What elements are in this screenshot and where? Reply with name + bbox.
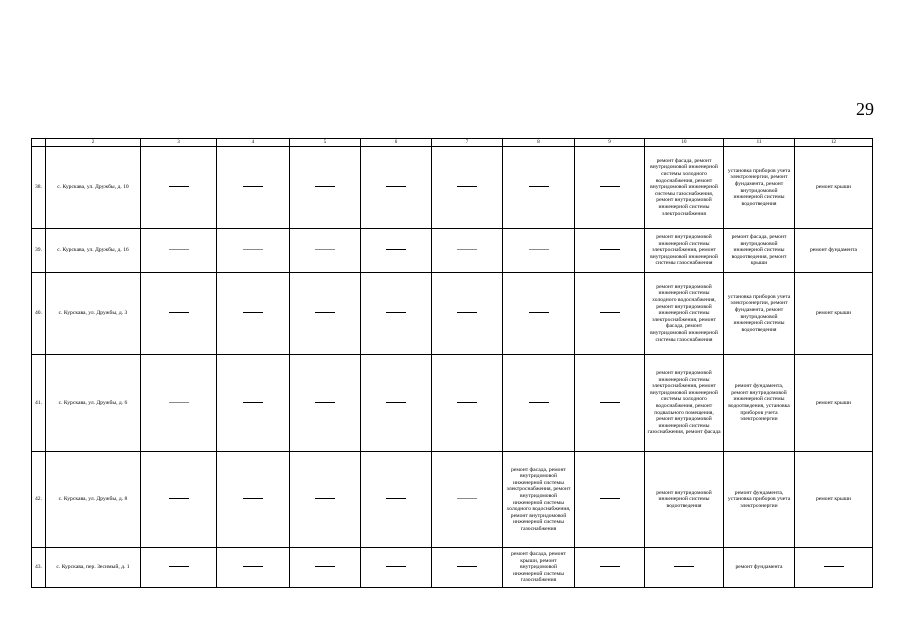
empty-cell: [432, 548, 503, 588]
empty-cell: [503, 273, 575, 355]
dash-mark: [600, 402, 620, 403]
dash-mark: [243, 312, 263, 313]
empty-cell: [141, 229, 217, 273]
column-number-row: [32, 139, 873, 147]
dash-mark: [386, 249, 406, 250]
table-row: [32, 355, 873, 452]
dash-mark: [243, 249, 263, 250]
dash-mark: [243, 498, 263, 499]
dash-mark: [169, 498, 189, 499]
empty-cell: [575, 273, 645, 355]
empty-cell: [361, 147, 432, 229]
empty-cell: [575, 452, 645, 548]
dash-mark: [315, 312, 335, 313]
empty-cell: [432, 452, 503, 548]
dash-mark: [529, 186, 549, 187]
row-number: 38.: [32, 147, 46, 229]
works-cell: ремонт фасада, ремонт крыши, ремонт внутридомовой инженерной системы газоснабжения: [503, 548, 575, 588]
column-header: 5: [290, 139, 361, 147]
dash-mark: [529, 249, 549, 250]
empty-cell: [432, 229, 503, 273]
dash-mark: [315, 186, 335, 187]
dash-mark: [243, 566, 263, 567]
empty-cell: [575, 147, 645, 229]
address-cell: с. Курскава, ул. Дружбы, д. 16: [46, 229, 141, 273]
row-number: 39.: [32, 229, 46, 273]
works-cell: ремонт крыши: [795, 452, 873, 548]
page-number: 29: [856, 99, 874, 119]
table-row: [32, 147, 873, 229]
dash-mark: [457, 249, 477, 250]
empty-cell: [141, 147, 217, 229]
address-cell: с. Курскава, ул. Дружбы, д. 10: [46, 147, 141, 229]
works-cell: ремонт фасада, ремонт внутридомовой инженерной системы электроснабжения, ремонт внутридомовой инженерной системы холодного водоснабжения, ремонт внутридомовой инженерной системы газоснабжения: [503, 452, 575, 548]
dash-mark: [529, 402, 549, 403]
empty-cell: [575, 229, 645, 273]
dash-mark: [169, 402, 189, 403]
empty-cell: [290, 452, 361, 548]
dash-mark: [824, 566, 844, 567]
address-cell: с. Курскава, ул. Дружбы, д. 8: [46, 452, 141, 548]
empty-cell: [217, 273, 290, 355]
works-cell: ремонт фундамента, установка приборов учета электроэнергии: [724, 452, 795, 548]
dash-mark: [386, 566, 406, 567]
empty-cell: [432, 147, 503, 229]
works-cell: ремонт фасада, ремонт внутридомовой инженерной системы водоотведения, ремонт крыши: [724, 229, 795, 273]
empty-cell: [361, 229, 432, 273]
empty-cell: [361, 273, 432, 355]
dash-mark: [600, 249, 620, 250]
empty-cell: [361, 452, 432, 548]
column-header: [32, 139, 46, 147]
empty-cell: [217, 229, 290, 273]
column-header: 7: [432, 139, 503, 147]
empty-cell: [361, 548, 432, 588]
empty-cell: [645, 548, 724, 588]
works-cell: ремонт фундамента: [795, 229, 873, 273]
column-header: 8: [503, 139, 575, 147]
dash-mark: [386, 402, 406, 403]
dash-mark: [315, 249, 335, 250]
dash-mark: [386, 186, 406, 187]
address-cell: с. Курскава, ул. Дружбы, д. 6: [46, 355, 141, 452]
empty-cell: [141, 452, 217, 548]
dash-mark: [457, 566, 477, 567]
works-cell: установка приборов учета электроэнергии, ремонт фундамента, ремонт внутридомовой инженерной системы водоотведения: [724, 147, 795, 229]
dash-mark: [169, 186, 189, 187]
works-cell: ремонт внутридомовой инженерной системы электроснабжения, ремонт внутридомовой инженерной системы холодного водоснабжения, ремонт подвального помещения, ремонт внутридомовой инженерной системы газоснабжения, ремонт фасада: [645, 355, 724, 452]
column-header: 3: [141, 139, 217, 147]
empty-cell: [432, 355, 503, 452]
works-cell: ремонт внутридомовой инженерной системы водоотведения: [645, 452, 724, 548]
dash-mark: [169, 249, 189, 250]
works-cell: ремонт крыши: [795, 273, 873, 355]
dash-mark: [243, 402, 263, 403]
empty-cell: [361, 355, 432, 452]
empty-cell: [503, 147, 575, 229]
dash-mark: [243, 186, 263, 187]
table-row: [32, 229, 873, 273]
dash-mark: [600, 312, 620, 313]
works-cell: установка приборов учета электроэнергии, ремонт фундамента, ремонт внутридомовой инженерной системы водоотведения: [724, 273, 795, 355]
dash-mark: [457, 312, 477, 313]
empty-cell: [503, 355, 575, 452]
empty-cell: [432, 273, 503, 355]
row-number: 40.: [32, 273, 46, 355]
row-number: 43.: [32, 548, 46, 588]
dash-mark: [457, 186, 477, 187]
table-row: [32, 452, 873, 548]
works-cell: ремонт фундамента, ремонт внутридомовой инженерной системы водоотведения, установка приборов учета электроэнергии: [724, 355, 795, 452]
column-header: 2: [46, 139, 141, 147]
works-cell: ремонт фасада, ремонт внутридомовой инженерной системы холодного водоснабжения, ремонт внутридомовой инженерной системы газоснабжения, ремонт внутридомовой инженерной системы электроснабжения: [645, 147, 724, 229]
empty-cell: [141, 355, 217, 452]
empty-cell: [217, 452, 290, 548]
column-header: 12: [795, 139, 873, 147]
dash-mark: [600, 498, 620, 499]
empty-cell: [290, 548, 361, 588]
dash-mark: [169, 566, 189, 567]
empty-cell: [217, 147, 290, 229]
empty-cell: [141, 273, 217, 355]
empty-cell: [141, 548, 217, 588]
empty-cell: [290, 355, 361, 452]
dash-mark: [600, 566, 620, 567]
address-cell: с. Курскава, ул. Дружбы, д. 3: [46, 273, 141, 355]
dash-mark: [600, 186, 620, 187]
empty-cell: [503, 229, 575, 273]
table-row: [32, 273, 873, 355]
dash-mark: [315, 566, 335, 567]
repair-schedule-table: [31, 138, 873, 588]
column-header: 4: [217, 139, 290, 147]
dash-mark: [315, 498, 335, 499]
dash-mark: [315, 402, 335, 403]
works-cell: ремонт фундамента: [724, 548, 795, 588]
works-cell: ремонт внутридомовой инженерной системы электроснабжения, ремонт внутридомовой инженерной системы газоснабжения: [645, 229, 724, 273]
works-cell: ремонт внутридомовой инженерной системы холодного водоснабжения, ремонт внутридомовой инженерной системы электроснабжения, ремонт фасада, ремонт внутридомовой инженерной системы газоснабжения: [645, 273, 724, 355]
dash-mark: [457, 498, 477, 499]
empty-cell: [290, 229, 361, 273]
dash-mark: [386, 312, 406, 313]
table-row: [32, 548, 873, 588]
dash-mark: [386, 498, 406, 499]
empty-cell: [217, 548, 290, 588]
empty-cell: [575, 548, 645, 588]
address-cell: с. Курскава, пер. Зесимый, д. 1: [46, 548, 141, 588]
empty-cell: [217, 355, 290, 452]
column-header: 10: [645, 139, 724, 147]
dash-mark: [529, 312, 549, 313]
row-number: 41.: [32, 355, 46, 452]
empty-cell: [575, 355, 645, 452]
row-number: 42.: [32, 452, 46, 548]
empty-cell: [290, 147, 361, 229]
dash-mark: [674, 566, 694, 567]
column-header: 9: [575, 139, 645, 147]
dash-mark: [457, 402, 477, 403]
empty-cell: [795, 548, 873, 588]
works-cell: ремонт крыши: [795, 147, 873, 229]
empty-cell: [290, 273, 361, 355]
works-cell: ремонт крыши: [795, 355, 873, 452]
column-header: 6: [361, 139, 432, 147]
column-header: 11: [724, 139, 795, 147]
dash-mark: [169, 312, 189, 313]
